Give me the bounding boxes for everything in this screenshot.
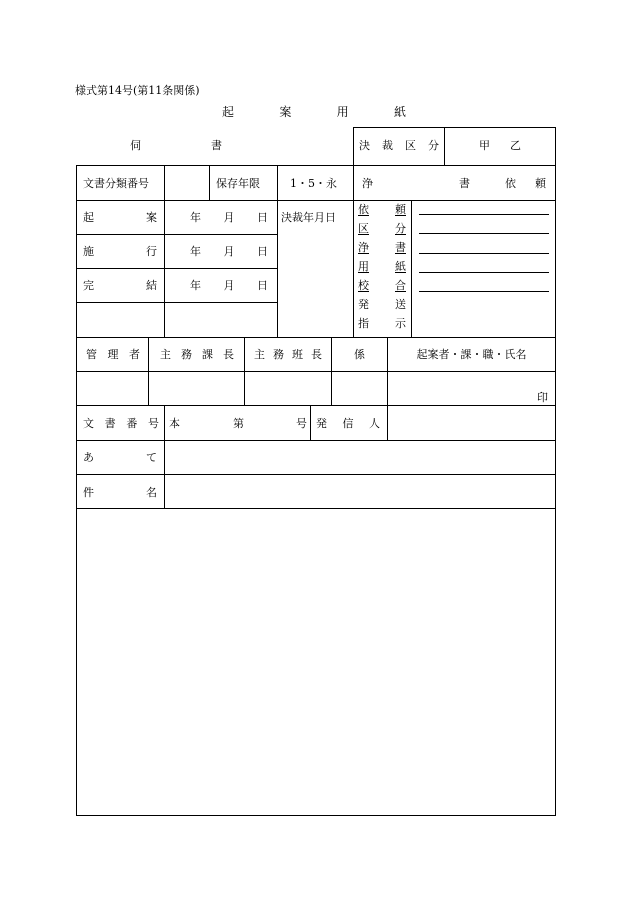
complete-label: 完 結 <box>83 279 157 292</box>
document-number-go: 号 <box>296 417 307 430</box>
request-item: 区 分 <box>358 222 406 235</box>
decision-category-value: 甲 乙 <box>479 139 521 152</box>
complete-date: 年 月 日 <box>190 279 268 292</box>
enforce-date: 年 月 日 <box>190 245 268 258</box>
decision-category-label: 決 裁 区 分 <box>359 139 439 152</box>
document-number-label: 文 書 番 号 <box>83 417 159 430</box>
manager-label: 管 理 者 <box>86 348 140 361</box>
manager-seal-box[interactable] <box>77 372 147 404</box>
clean-copy-request-label: 浄 書 依 頼 <box>362 177 546 190</box>
sender-label: 発 信 人 <box>316 417 380 430</box>
enforce-label: 施 行 <box>83 245 157 258</box>
retention-period-value: 1・5・永 <box>290 177 337 190</box>
form-number: 様式第14号(第11条関係) <box>75 84 200 97</box>
drafter-label: 起案者・課・職・氏名 <box>416 348 527 361</box>
subject-field[interactable] <box>165 475 555 507</box>
body-text-area[interactable] <box>77 509 555 814</box>
staff-seal-box[interactable] <box>332 372 386 404</box>
doc-class-number-field[interactable] <box>165 166 208 199</box>
unit-chief-label: 主 務 班 長 <box>254 348 322 361</box>
decision-date-label: 決裁年月日 <box>281 211 336 224</box>
retention-period-label: 保存年限 <box>216 177 260 190</box>
request-item: 用 紙 <box>358 260 406 273</box>
seal-mark: 印 <box>537 391 548 404</box>
draft-label: 起 案 <box>83 211 157 224</box>
draft-date: 年 月 日 <box>190 211 268 224</box>
request-item: 浄 書 <box>358 241 406 254</box>
document-number-hon: 本 <box>169 417 180 430</box>
sender-field[interactable] <box>388 406 555 439</box>
form-title: 起 案 用 紙 <box>222 104 406 119</box>
doc-class-number-label: 文書分類番号 <box>83 177 149 190</box>
section-chief-seal-box[interactable] <box>149 372 243 404</box>
addressee-field[interactable] <box>165 441 555 473</box>
staff-label: 係 <box>354 348 365 361</box>
subject-label: 件 名 <box>83 486 157 499</box>
document-number-dai: 第 <box>233 417 244 430</box>
request-item: 校 合 <box>358 279 406 292</box>
request-item: 発 送 <box>358 298 406 311</box>
section-chief-label: 主 務 課 長 <box>160 348 234 361</box>
request-item: 依 頼 <box>358 203 406 216</box>
addressee-label: あ て <box>83 451 157 464</box>
unit-chief-seal-box[interactable] <box>245 372 330 404</box>
inquiry-label: 伺 書 <box>130 139 222 152</box>
request-item: 指 示 <box>358 317 406 330</box>
